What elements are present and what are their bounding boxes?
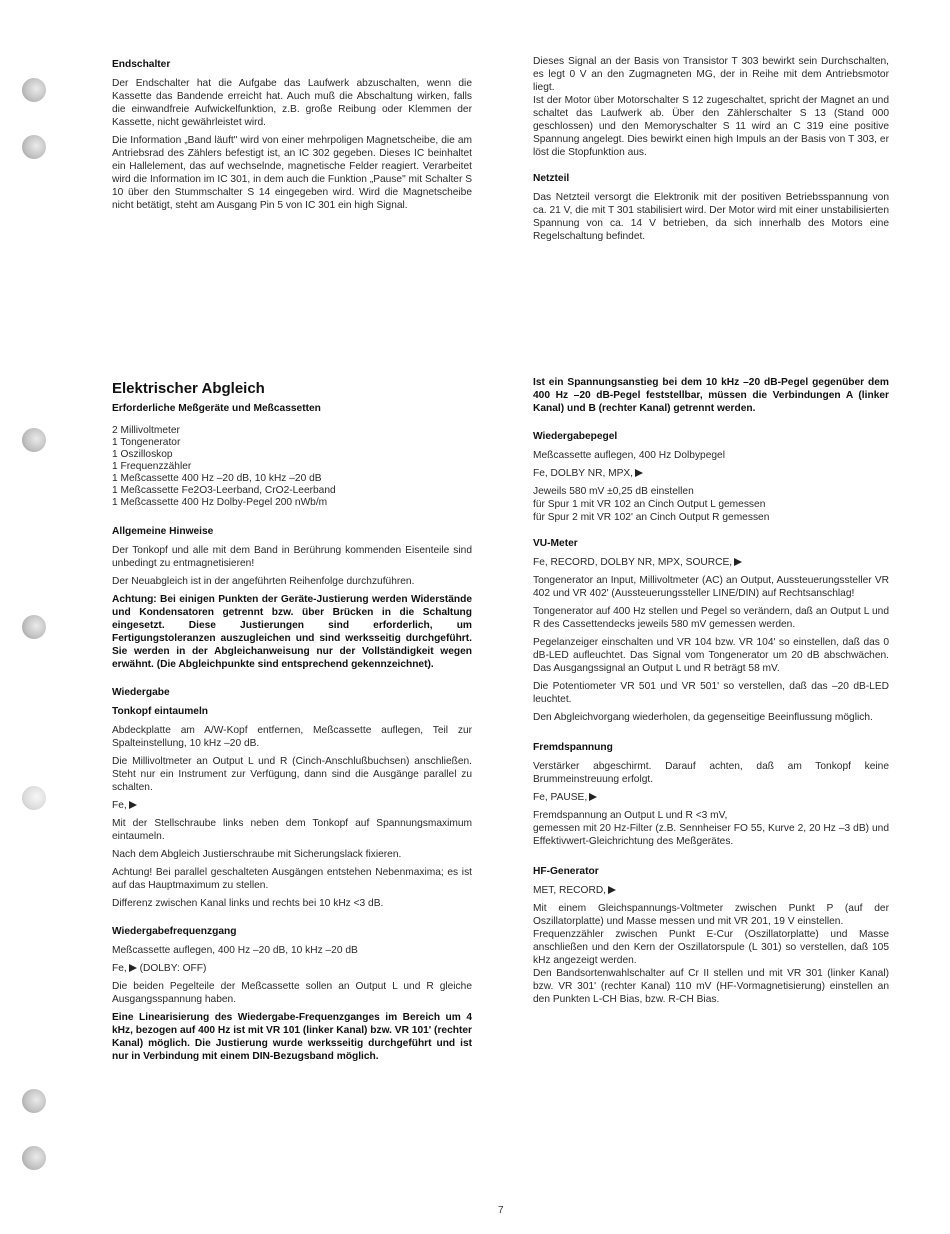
vu-meter-heading: VU-Meter [533, 538, 578, 549]
tonkopf-heading: Tonkopf eintaumeln [112, 706, 209, 717]
hf-generator-heading: HF-Generator [533, 866, 599, 877]
intro-note: Ist ein Spannungsanstieg bei dem 10 kHz –20 dB-Pegel gegenüber dem 400 Hz –20 dB-Pegel feststellbar, müssen die Verbindungen A (linker Kanal) und B (rechter Kanal) getrennt werden. [533, 377, 889, 414]
paragraph: für Spur 1 mit VR 102 an Cinch Output L gemessen [533, 499, 766, 510]
wiedergabe-heading: Wiedergabe [112, 687, 170, 698]
mode-text: Fe, [112, 963, 127, 974]
paragraph: Dieses Signal an der Basis von Transistor T 303 bewirkt sein Durchschalten, es legt 0 V an den Zugmagneten MG, der in Reihe mit dem Antriebsmotor liegt. [533, 56, 889, 93]
freq-heading: Wiedergabefrequenzgang [112, 926, 237, 937]
punch-hole [22, 615, 46, 639]
list-item: 1 Meßcassette 400 Hz –20 dB, 10 kHz –20 dB [112, 473, 322, 484]
list-item: 1 Tongenerator [112, 437, 181, 448]
punch-hole [22, 428, 46, 452]
paragraph: Den Bandsortenwahlschalter auf Cr II stellen und mit VR 301 (linker Kanal) bzw. VR 301' (rechter Kanal) 110 mV (HF-Vormagnetisierung) einstellen an den Punkten L-CH Bias, bzw. R-CH Bias. [533, 968, 889, 1005]
play-arrow-icon [608, 886, 616, 894]
paragraph: Jeweils 580 mV ±0,25 dB einstellen [533, 486, 694, 497]
list-item: 1 Meßcassette 400 Hz Dolby-Pegel 200 nWb/m [112, 497, 328, 508]
endschalter-heading: Endschalter [112, 59, 171, 70]
equipment-list [112, 425, 472, 509]
play-arrow-icon [129, 964, 137, 972]
play-arrow-icon [635, 469, 643, 477]
paragraph: Fremdspannung an Output L und R <3 mV, [533, 810, 728, 821]
paragraph: Die Millivoltmeter an Output L und R (Cinch-Anschlußbuchsen) anschließen. Steht nur ein Instrument zur Verfügung, dann sind die Ausgänge parallel zu schalten. [112, 756, 472, 793]
allgemein-heading: Allgemeine Hinweise [112, 526, 214, 537]
paragraph: Nach dem Abgleich Justierschraube mit Sicherungslack fixieren. [112, 849, 402, 860]
list-item: 1 Oszilloskop [112, 449, 173, 460]
mode-text: MET, RECORD, [533, 885, 607, 896]
punch-hole [22, 786, 46, 810]
paragraph: Das Netzteil versorgt die Elektronik mit der positiven Betriebsspannung von ca. 21 V, die mit T 301 stabilisiert wird. Der Motor wird mit einer unstabilisierten Spannung von ca. 14 V betrieben, da sich innerhalb des Motors eine Regelschaltung befindet. [533, 192, 889, 242]
mode-text: Fe, RECORD, DOLBY NR, MPX, SOURCE, [533, 557, 733, 568]
paragraph: Achtung! Bei parallel geschalteten Ausgängen entstehen Nebenmaxima; es ist auf das Hauptmaximum zu stellen. [112, 867, 472, 891]
punch-hole [22, 135, 46, 159]
right-main-section [533, 376, 889, 1011]
fremdspannung-heading: Fremdspannung [533, 742, 613, 753]
mode-line [112, 799, 472, 812]
abgleich-section [112, 380, 472, 1068]
paragraph: Mit einem Gleichspannungs-Voltmeter zwischen Punkt P (auf der Oszillatorplatte) und Masse messen und mit VR 201, 19 V einstellen. [533, 903, 889, 927]
section-title: Elektrischer Abgleich [112, 380, 265, 397]
mode-line [533, 556, 889, 569]
mode-text: Fe, [112, 800, 127, 811]
paragraph: Verstärker abgeschirmt. Darauf achten, daß am Tonkopf keine Brummeinstreuung erfolgt. [533, 761, 889, 785]
achtung-note: Achtung: Bei einigen Punkten der Geräte-Justierung werden Widerstände und Kondensatoren getrennt bzw. über Brücken in die Schaltung eingesetzt. Diese Justierungen sind erforderlich, um Fertigungstoleranzen auszugleichen und sind werksseitig durchgeführt. Sie werden in der Abgleichanweisung nur der Vollständigkeit wegen erwähnt. (Die Abgleichpunkte sind entsprechend gekennzeichnet). [112, 594, 472, 670]
paragraph: Frequenzzähler zwischen Punkt E-Cur (Oszillatorplatte) und Masse anschließen und den Kern der Oszillatorspule (L 301) so verstellen, daß 105 kHz angezeigt werden. [533, 929, 889, 966]
paragraph: Die Potentiometer VR 501 und VR 501' so verstellen, daß das –20 dB-LED leuchtet. [533, 681, 889, 705]
mode-text: Fe, PAUSE, [533, 792, 588, 803]
mode-line [533, 884, 889, 897]
paragraph: Abdeckplatte am A/W-Kopf entfernen, Meßcassette auflegen, Teil zur Spalteinstellung, 10 kHz –20 dB. [112, 725, 472, 749]
mode-text: Fe, DOLBY NR, MPX, [533, 468, 634, 479]
paragraph: Der Endschalter hat die Aufgabe das Laufwerk abzuschalten, wenn die Kassette das Bandende erreicht hat. Auch muß die Abschaltung wirken, falls die einwandfreie Aufwickelfunktion, z.B. große Reibung oder Klemmen der Kassette, nicht gewährleistet wird. [112, 78, 472, 128]
endschalter-section [112, 58, 472, 217]
paragraph: Differenz zwischen Kanal links und rechts bei 10 kHz <3 dB. [112, 898, 384, 909]
paragraph: für Spur 2 mit VR 102' an Cinch Output R gemessen [533, 512, 770, 523]
page-number: 7 [498, 1205, 504, 1216]
right-top-section [533, 55, 889, 248]
paragraph: Der Tonkopf und alle mit dem Band in Berührung kommenden Eisenteile sind unbedingt zu entmagnetisieren! [112, 545, 472, 569]
linearisierung-note: Eine Linearisierung des Wiedergabe-Frequenzganges im Bereich um 4 kHz, bezogen auf 400 Hz ist mit VR 101 (linker Kanal) bzw. VR 101' (rechter Kanal) möglich. Die Justierung wurde werksseitig durchgeführt und ist nur in Verbindung mit einem DIN-Bezugsband möglich. [112, 1012, 472, 1062]
paragraph: Mit der Stellschraube links neben dem Tonkopf auf Spannungsmaximum eintaumeln. [112, 818, 472, 842]
netzteil-heading: Netzteil [533, 173, 570, 184]
paragraph: Ist der Motor über Motorschalter S 12 zugeschaltet, spricht der Magnet an und schaltet das Laufwerk ab. Über den Zählerschalter S 13 (Stand 000 geschlossen) und den Memoryschalter S 11 wird an C 319 eine positive Spannung angelegt. Dies bewirkt einen high Impuls an der Basis von T 303, er löst die Stopfunktion aus. [533, 95, 889, 158]
mode-line [533, 467, 889, 480]
section-subtitle: Erforderliche Meßgeräte und Meßcassetten [112, 403, 321, 414]
punch-hole [22, 1146, 46, 1170]
list-item: 2 Millivoltmeter [112, 425, 180, 436]
play-arrow-icon [734, 558, 742, 566]
paragraph: gemessen mit 20 Hz-Filter (z.B. Sennheiser FO 55, Kurve 2, 20 Hz –3 dB) und Effektivwert-Gleichrichtung des Meßgerätes. [533, 823, 889, 847]
play-arrow-icon [129, 801, 137, 809]
paragraph: Tongenerator auf 400 Hz stellen und Pegel so verändern, daß an Output L und R des Cassettendecks jeweils 580 mV gemessen werden. [533, 606, 889, 630]
paragraph: Die Information „Band läuft" wird von einer mehrpoligen Magnetscheibe, die am Antriebsrad des Zählers befestigt ist, an IC 302 gegeben. Dieses IC beinhaltet ein Hallelement, das auf wechselnde, magnetische Felder reagiert. Verarbeitet wird die Information im IC 301, in dem auch die Funktion „Pause" mit Schalter S 10 über den Stummschalter S 14 eingegeben wird. Wird die Magnetscheibe nicht betätigt, steht am Ausgang Pin 5 von IC 301 ein high Signal. [112, 135, 472, 211]
paragraph: Pegelanzeiger einschalten und VR 104 bzw. VR 104' so einstellen, daß das 0 dB-LED aufleuchtet. Das Signal vom Tongenerator um 20 dB abschwächen. Das Ausgangssignal an Output L und R beträgt 58 mV. [533, 637, 889, 674]
paragraph: Der Neuabgleich ist in der angeführten Reihenfolge durchzuführen. [112, 576, 415, 587]
list-item: 1 Meßcassette Fe2O3-Leerband, CrO2-Leerband [112, 485, 336, 496]
paragraph: Den Abgleichvorgang wiederholen, da gegenseitige Beeinflussung möglich. [533, 712, 873, 723]
paragraph: Meßcassette auflegen, 400 Hz Dolbypegel [533, 450, 725, 461]
paragraph: Die beiden Pegelteile der Meßcassette sollen an Output L und R gleiche Ausgangsspannung haben. [112, 981, 472, 1005]
paragraph: Meßcassette auflegen, 400 Hz –20 dB, 10 kHz –20 dB [112, 945, 358, 956]
mode-line [112, 962, 472, 975]
paragraph: Tongenerator an Input, Millivoltmeter (AC) an Output, Aussteuerungssteller VR 402 und VR 402' (Aussteuerungssteller LINE/DIN) auf Rechtsanschlag! [533, 575, 889, 599]
mode-text: (DOLBY: OFF) [139, 963, 207, 974]
wiedergabepegel-heading: Wiedergabepegel [533, 431, 618, 442]
punch-hole [22, 1089, 46, 1113]
punch-hole [22, 78, 46, 102]
mode-line [533, 791, 889, 804]
list-item: 1 Frequenzzähler [112, 461, 192, 472]
play-arrow-icon [589, 793, 597, 801]
